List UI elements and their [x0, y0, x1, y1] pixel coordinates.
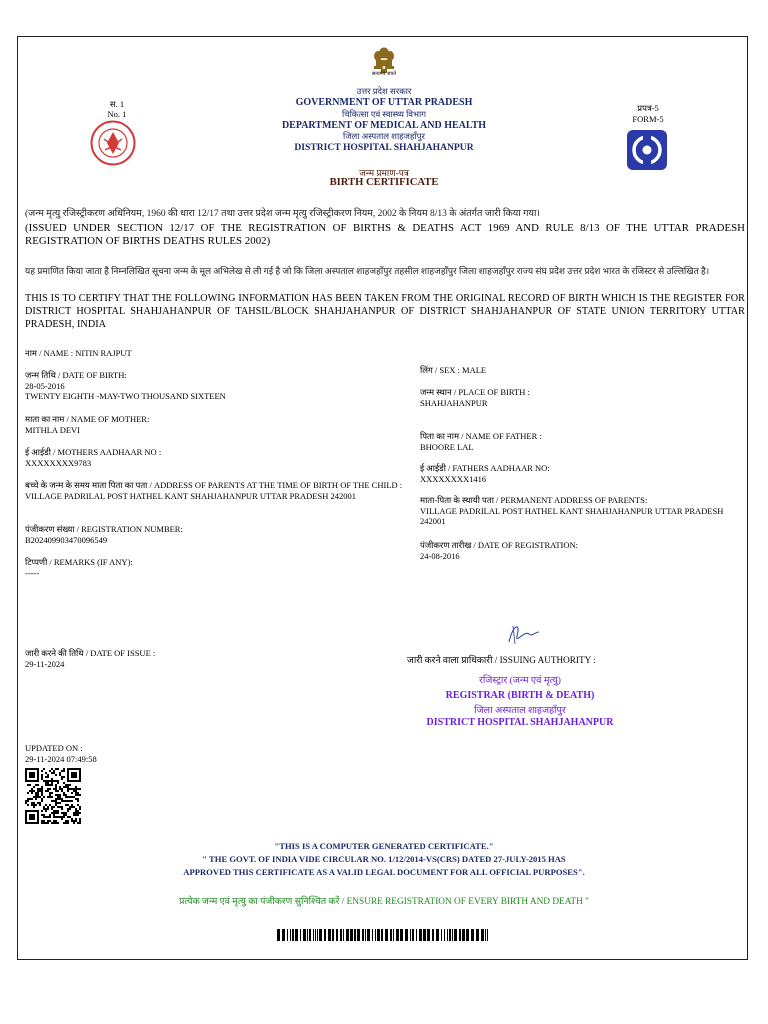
- permanent-address: [420, 495, 740, 527]
- remarks-label: टिप्पणी / REMARKS (IF ANY):: [25, 557, 133, 567]
- issuing-authority-label: जारी करने वाला प्राधिकारी / ISSUING AUTHORITY :: [407, 655, 596, 665]
- signature-mark: [503, 620, 543, 648]
- up-government-seal-icon: [90, 120, 136, 166]
- permanent-address-value: VILLAGE PADRILAL POST HATHEL KANT SHAHJAHANPUR UTTAR PRADESH 242001: [420, 505, 724, 526]
- dob-words: TWENTY EIGHTH -MAY-TWO THOUSAND SIXTEEN: [25, 391, 226, 401]
- address-at-birth: [25, 480, 410, 501]
- father-aadhaar-value: XXXXXXXX1416: [420, 473, 487, 484]
- qr-code-icon: [25, 768, 81, 824]
- mother-aadhaar-label: ई आईडी / MOTHERS AADHAAR NO :: [25, 447, 162, 457]
- date-of-birth: [25, 370, 405, 402]
- registration-date-value: 24-08-2016: [420, 550, 460, 561]
- registration-date-label: पंजीकरण तारीख / DATE OF REGISTRATION:: [420, 540, 579, 550]
- hospital-hindi: जिला अस्पताल शाहजहाँपुर: [343, 131, 425, 141]
- certify-statement: THIS IS TO CERTIFY THAT THE FOLLOWING INFORMATION HAS BEEN TAKEN FROM THE ORIGINAL RECORD OF BIRTH WHICH IS THE REGISTER FOR DISTRICT HOSPITAL SHAHJAHANPUR OF TAHSIL/BLOCK SHAHJAHANPUR OF DISTRICT SHAHJAHANPUR OF STATE UNION TERRITORY UTTAR PRADESH, INDIA: [25, 293, 745, 331]
- remarks: [25, 557, 405, 578]
- address-at-birth-label: बच्चे के जन्म के समय माता पिता का पता / ADDRESS OF PARENTS AT THE TIME OF BIRTH OF THE CHILD :: [25, 480, 403, 490]
- address-at-birth-value: VILLAGE PADRILAL POST HATHEL KANT SHAHJAHANPUR UTTAR PRADESH 242001: [25, 490, 356, 501]
- state-govt-hindi: उत्तर प्रदेश सरकार: [356, 86, 412, 96]
- hospital-english: DISTRICT HOSPITAL SHAHJAHANPUR: [294, 142, 474, 153]
- barcode-icon: [277, 928, 491, 940]
- father-name: [420, 431, 740, 452]
- dob-value: 28-05-2016: [25, 380, 65, 391]
- footer-circular: " THE GOVT. OF INDIA VIDE CIRCULAR NO. 1/12/2014-VS(CRS) DATED 27-JULY-2015 HAS: [202, 854, 566, 864]
- serial-no: No. 1: [107, 109, 127, 119]
- mother-aadhaar-value: XXXXXXXX9783: [25, 457, 92, 468]
- place-of-birth: [420, 387, 740, 408]
- act-statement-hindi: (जन्म मृत्यु रजिस्ट्रीकरण अधिनियम, 1960 की धारा 12/17 तथा उत्तर प्रदेश जन्म मृत्यु रजिस्ट्रीकरण नियम, 2002 के नियम 8/13 के अंतर्गत जारी किया गया।: [25, 209, 541, 219]
- updated-on: [25, 743, 225, 764]
- father-aadhaar-label: ई आईडी / FATHERS AADHAAR NO:: [420, 463, 550, 473]
- registration-number-label: पंजीकरण संख्या / REGISTRATION NUMBER:: [25, 524, 183, 534]
- registrar-hindi: रजिस्ट्रार (जन्म एवं मृत्यु): [479, 676, 561, 686]
- father-aadhaar: [420, 463, 740, 484]
- registration-number: [25, 524, 405, 545]
- mother-value: MITHLA DEVI: [25, 424, 81, 435]
- dept-english: DEPARTMENT OF MEDICAL AND HEALTH: [281, 120, 487, 131]
- child-name: नाम / NAME : NITIN RAJPUT: [25, 348, 132, 358]
- permanent-address-label: माता-पिता के स्थायी पता / PERMANENT ADDRESS OF PARENTS:: [420, 495, 648, 505]
- father-label: पिता का नाम / NAME OF FATHER :: [420, 431, 542, 441]
- date-of-issue-label: जारी करने की तिथि / DATE OF ISSUE :: [25, 648, 156, 658]
- footer-computer-generated: "THIS IS A COMPUTER GENERATED CERTIFICATE.": [274, 841, 494, 851]
- date-of-registration: [420, 540, 740, 561]
- remarks-value: -----: [25, 567, 40, 578]
- mother-aadhaar: [25, 447, 405, 468]
- footer-slogan: प्रत्येक जन्म एवं मृत्यु का पंजीकरण सुनिश्चित करें / ENSURE REGISTRATION OF EVERY BIRTH AND DEATH ": [179, 897, 589, 907]
- state-govt-english: GOVERNMENT OF UTTAR PRADESH: [295, 97, 473, 108]
- father-value: BHOORE LAL: [420, 441, 474, 452]
- act-statement: (ISSUED UNDER SECTION 12/17 OF THE REGISTRATION OF BIRTHS & DEATHS ACT 1969 AND RULE 8/13 OF THE UTTAR PRADESH REGISTRATION OF BIRTHS DEATHS RULES 2002): [25, 222, 745, 248]
- dept-hindi: चिकित्सा एवं स्वास्थ्य विभाग: [342, 109, 426, 119]
- date-of-issue-value: 29-11-2024: [25, 658, 65, 669]
- mother-name: [25, 414, 405, 435]
- authority-hospital-english: DISTRICT HOSPITAL SHAHJAHANPUR: [426, 717, 614, 728]
- updated-on-value: 29-11-2024 07:49:58: [25, 753, 97, 764]
- date-of-issue: [25, 648, 325, 669]
- registrar-english: REGISTRAR (BIRTH & DEATH): [445, 690, 595, 701]
- pob-value: SHAHJAHANPUR: [420, 397, 488, 408]
- authority-hospital-hindi: जिला अस्पताल शाहजहाँपुर: [474, 706, 566, 716]
- mother-label: माता का नाम / NAME OF MOTHER:: [25, 414, 150, 424]
- certify-statement-hindi: यह प्रमाणित किया जाता है निम्नलिखित सूचना जन्म के मूल अभिलेख से ली गई है जो कि जिला अस्पताल शाहजहाँपुर तहसील शाहजहाँपुर जिला शाहजहाँपुर राज्य संघ प्रदेश उत्तर प्रदेश भारत के रजिस्टर से उल्लिखित है।: [25, 266, 710, 276]
- serial-no-hindi: स. 1: [109, 99, 125, 109]
- certificate-title-hindi: जन्म प्रमाण-पत्र: [359, 168, 409, 178]
- form-number-hindi: प्रपत्र-5: [637, 103, 659, 113]
- emblem-motto: सत्यमेव जयते: [371, 72, 397, 77]
- crs-logo-icon: [627, 130, 667, 170]
- registration-number-value: B20240990347009​6549: [25, 534, 108, 545]
- dob-label: जन्म तिथि / DATE OF BIRTH:: [25, 370, 127, 380]
- sex: लिंग / SEX : MALE: [420, 365, 487, 375]
- form-number: FORM-5: [632, 114, 664, 124]
- updated-on-label: UPDATED ON :: [25, 743, 83, 753]
- certificate-title: BIRTH CERTIFICATE: [329, 177, 439, 188]
- footer-approval: APPROVED THIS CERTIFICATE AS A VALID LEGAL DOCUMENT FOR ALL OFFICIAL PURPOSES".: [183, 867, 585, 877]
- pob-label: जन्म स्थान / PLACE OF BIRTH :: [420, 387, 530, 397]
